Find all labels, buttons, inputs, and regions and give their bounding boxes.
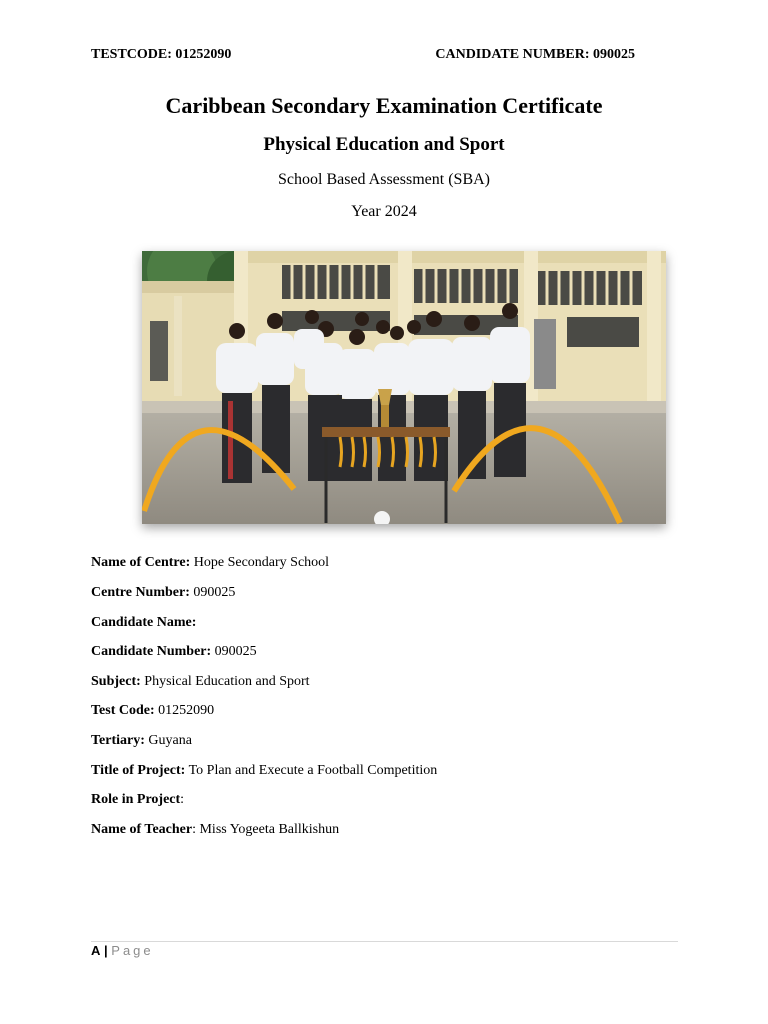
document-header [91, 47, 635, 65]
field-value: Guyana [144, 733, 192, 748]
testcode-label: TESTCODE: 01252090 [91, 47, 232, 62]
field-value: : Miss Yogeeta Ballkishun [192, 822, 340, 837]
field-label: Centre Number: [91, 585, 190, 600]
field-test-code [91, 703, 214, 719]
field-label: Tertiary: [91, 733, 145, 748]
page-number: A [91, 943, 101, 958]
field-candidate-number [91, 644, 257, 660]
page-footer [91, 943, 154, 958]
field-label: Role in Project [91, 792, 181, 807]
field-value: : [180, 792, 185, 807]
field-value: 01252090 [154, 703, 215, 718]
team-photo [142, 251, 666, 524]
field-value: 090025 [189, 585, 236, 600]
field-label: Candidate Name: [91, 615, 197, 630]
field-centre-number [91, 585, 235, 601]
field-name-of-centre [91, 555, 329, 571]
field-candidate-name [91, 615, 196, 631]
team-photo-image [142, 251, 666, 524]
field-label: Name of Centre: [91, 555, 191, 570]
field-title-of-project [91, 763, 437, 779]
field-tertiary [91, 733, 192, 749]
field-value: Physical Education and Sport [140, 674, 310, 689]
field-role-in-project [91, 792, 184, 808]
field-subject [91, 674, 310, 690]
field-label: Candidate Number: [91, 644, 212, 659]
page-word: Page [111, 943, 154, 958]
footer-separator: | [104, 943, 108, 958]
field-label: Subject: [91, 674, 141, 689]
field-value: Hope Secondary School [190, 555, 330, 570]
field-name-of-teacher [91, 822, 339, 838]
year-title: Year 2024 [351, 203, 417, 220]
field-value: To Plan and Execute a Football Competition [185, 763, 438, 778]
subject-title: Physical Education and Sport [263, 134, 505, 155]
candidate-number-label: CANDIDATE NUMBER: 090025 [435, 47, 635, 62]
footer-divider [91, 941, 678, 942]
field-label: Name of Teacher [91, 822, 193, 837]
assessment-title: School Based Assessment (SBA) [278, 171, 490, 188]
field-label: Title of Project: [91, 763, 186, 778]
field-label: Test Code: [91, 703, 155, 718]
field-value: 090025 [211, 644, 257, 659]
main-title: Caribbean Secondary Examination Certificate [165, 93, 603, 118]
